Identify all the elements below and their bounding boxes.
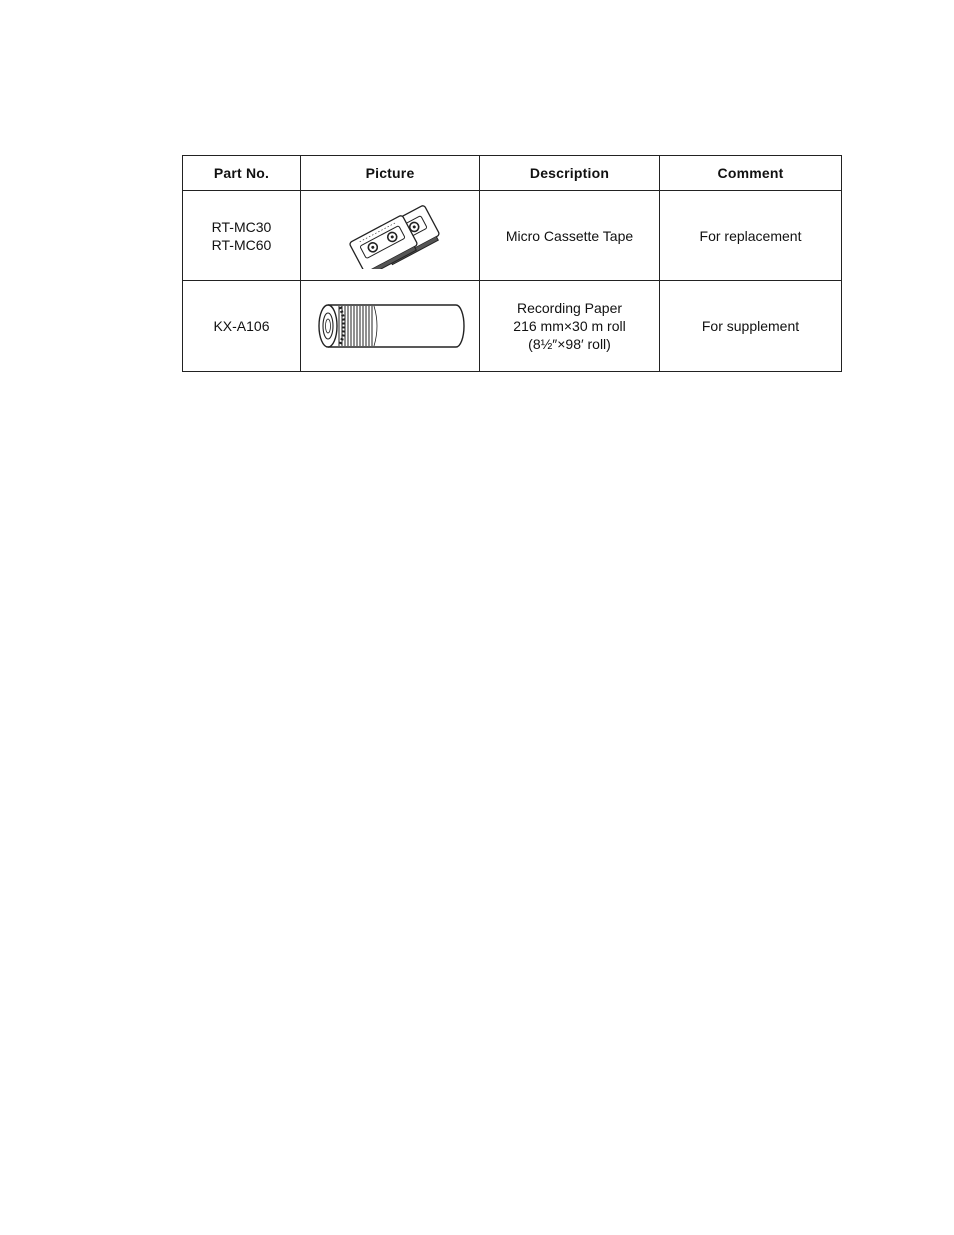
description-cell: [480, 191, 660, 281]
picture-cell: [301, 191, 480, 281]
header-comment: Comment: [660, 156, 842, 191]
description-line: Micro Cassette Tape: [505, 227, 634, 244]
description-cell: [480, 281, 660, 372]
comment-cell: For replacement: [660, 191, 842, 281]
recording-paper-roll-illustration: [314, 301, 466, 351]
parts-table: [182, 155, 842, 372]
description-line: Recording Paper: [516, 300, 623, 316]
table-header-row: [183, 156, 842, 191]
table-row: [183, 281, 842, 372]
table-row: [183, 191, 842, 281]
part-no-cell: [183, 191, 301, 281]
comment-cell: For supplement: [660, 281, 842, 372]
part-no: RT-MC60: [211, 236, 272, 253]
picture-cell: [301, 281, 480, 372]
description-line: (8½″×98′ roll): [528, 336, 611, 352]
header-picture: Picture: [301, 156, 480, 191]
description-line: 216 mm×30 m roll: [513, 318, 626, 334]
part-no-cell: [183, 281, 301, 372]
part-no: RT-MC30: [211, 218, 272, 235]
header-description: Description: [480, 156, 660, 191]
micro-cassette-tapes-illustration: [335, 203, 445, 269]
part-no: KX-A106: [213, 318, 270, 334]
header-part-no: Part No.: [183, 156, 301, 191]
